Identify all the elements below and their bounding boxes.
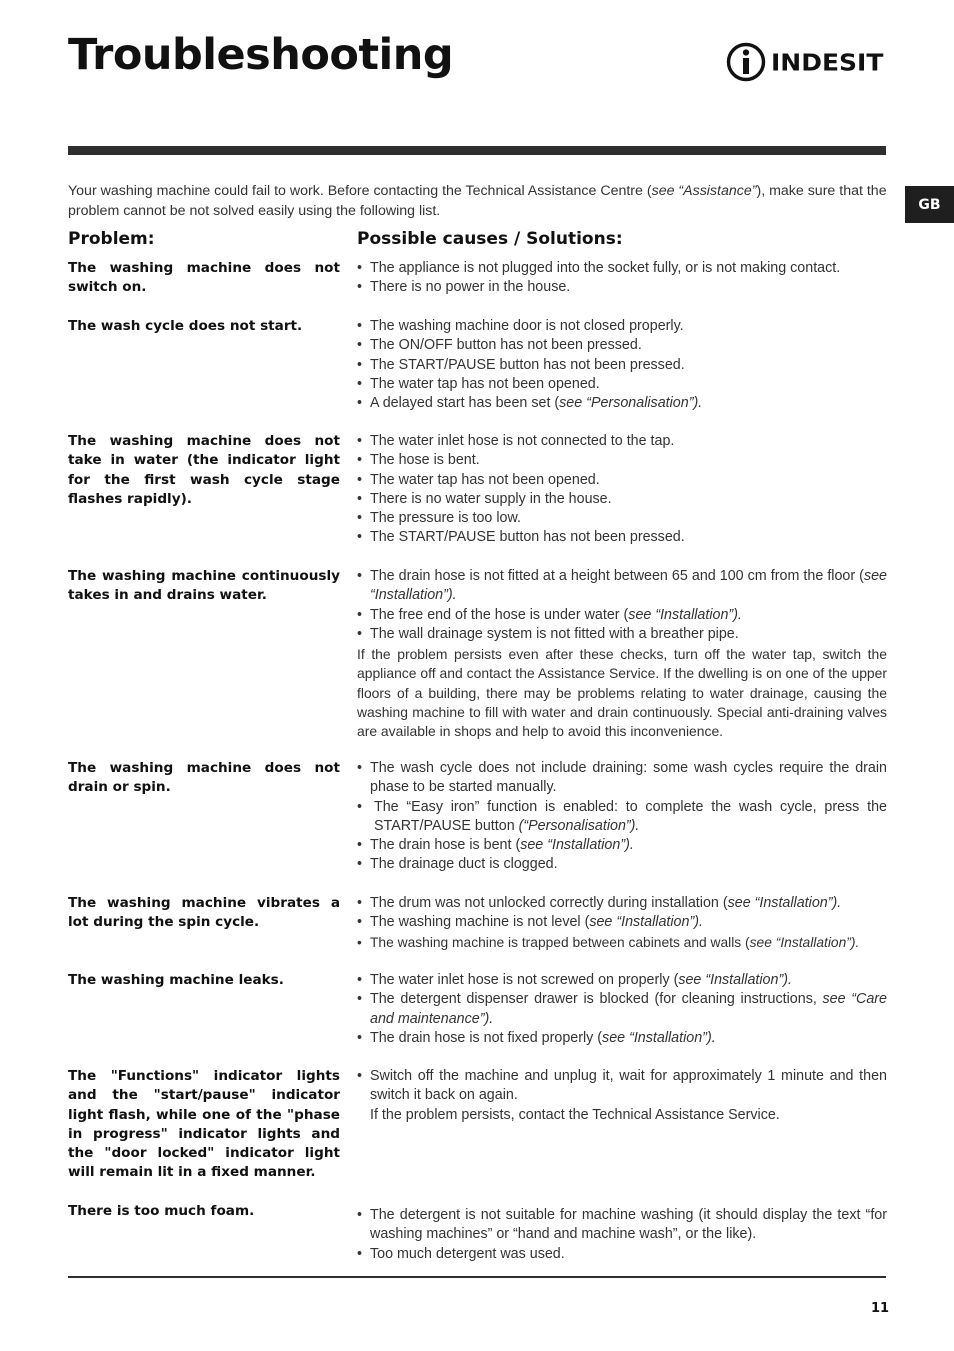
- cause-item: • The drain hose is not fitted at a height between 65 and 100 cm from the floor (see “Installation”).: [357, 568, 887, 604]
- brand-logo: [726, 40, 883, 84]
- cause-item: • The washing machine is not level (see “Installation”).: [357, 914, 703, 931]
- cause-item: • The washing machine door is not closed properly.: [357, 318, 684, 334]
- problem-item: The wash cycle does not start.: [68, 318, 303, 334]
- cause-item: • There is no power in the house.: [357, 279, 571, 296]
- cause-item: • The washing machine is trapped between cabinets and walls (see “Installation”).: [357, 934, 860, 950]
- causes-list: [357, 432, 887, 548]
- cause-item: • The drain hose is bent (see “Installation”).: [357, 837, 634, 854]
- problem-item: The "Functions" indicator lights and the "start/pause" indicator light flash, while one of the "phase in progress" indicator lights and the "door locked" indicator light will remain lit in a fixed manner.: [68, 1068, 340, 1181]
- problem-item: There is too much foam.: [68, 1203, 255, 1219]
- cause-note: If the problem persists even after these checks, turn off the water tap, switch the appliance off and contact the Assistance Service. If the dwelling is on one of the upper floors of a building, there may be problems relating to water drainage, causing the washing machine to fill with water and drain continuously. Special anti-draining valves are available in shops and help to avoid this inconvenience.: [357, 646, 887, 740]
- cause-item: • The appliance is not plugged into the socket fully, or is not making contact.: [357, 260, 841, 276]
- cause-item: • Too much detergent was used.: [357, 1245, 565, 1262]
- language-tab: GB: [905, 186, 954, 223]
- problem-item: The washing machine does not take in water (the indicator light for the first wash cycle stage flashes rapidly).: [68, 433, 340, 507]
- causes-list: [357, 759, 887, 875]
- causes-list: [357, 567, 887, 644]
- cause-item: • There is no water supply in the house.: [357, 490, 612, 507]
- cause-item: • The water tap has not been opened.: [357, 471, 600, 488]
- cause-item: • The wash cycle does not include draining: some wash cycles require the drain phase to be started manually.: [357, 760, 887, 796]
- cause-item: • The hose is bent.: [357, 452, 480, 469]
- cause-item: • The ON/OFF button has not been pressed.: [357, 337, 642, 354]
- problem-item: The washing machine does not switch on.: [68, 260, 340, 296]
- brand-logo-icon: [726, 40, 766, 84]
- cause-item: If the problem persists, contact the Technical Assistance Service.: [370, 1106, 780, 1123]
- cause-item: • The drum was not unlocked correctly during installation (see “Installation”).: [357, 895, 842, 911]
- page-title: Troubleshooting: [68, 30, 454, 80]
- cause-item: • The pressure is too low.: [357, 510, 521, 527]
- cause-item: • A delayed start has been set (see “Personalisation”).: [357, 395, 703, 412]
- causes-list: [357, 259, 887, 298]
- causes-list: [357, 1067, 887, 1125]
- causes-list: [357, 894, 887, 952]
- cause-item: • The detergent dispenser drawer is blocked (for cleaning instructions, see “Care and maintenance”).: [357, 991, 888, 1027]
- cause-item: • The drain hose is not fixed properly (see “Installation”).: [357, 1029, 716, 1046]
- footer-rule: [68, 1276, 886, 1278]
- problem-item: The washing machine does not drain or spin.: [68, 760, 340, 796]
- cause-item: • The wall drainage system is not fitted with a breather pipe.: [357, 625, 739, 642]
- cause-item: • The detergent is not suitable for machine washing (it should display the text “for washing machines” or “hand and machine wash”, or the like).: [357, 1207, 887, 1243]
- causes-list: [357, 1206, 887, 1264]
- cause-item: • The START/PAUSE button has not been pressed.: [357, 529, 685, 546]
- cause-item: • Switch off the machine and unplug it, wait for approximately 1 minute and then switch it back on again.: [357, 1068, 887, 1104]
- cause-item: • The drainage duct is clogged.: [357, 856, 558, 873]
- cause-item: • The START/PAUSE button has not been pressed.: [357, 356, 685, 373]
- problem-item: The washing machine vibrates a lot during the spin cycle.: [68, 895, 340, 931]
- cause-item: • The “Easy iron” function is enabled: to complete the wash cycle, press the START/PAUSE button (“Personalisation”).: [357, 798, 887, 834]
- intro-text: Your washing machine could fail to work. Before contacting the Technical Assistance Centre (see “Assistance”), make sure that the problem cannot be not solved easily using the following list.: [68, 183, 887, 219]
- cause-item: • The water tap has not been opened.: [357, 375, 600, 392]
- cause-item: • The water inlet hose is not screwed on properly (see “Installation”).: [357, 972, 792, 988]
- page-number: 11: [871, 1301, 890, 1316]
- problem-column-header: Problem:: [68, 229, 155, 249]
- problem-item: The washing machine leaks.: [68, 972, 284, 988]
- cause-item: • The water inlet hose is not connected to the tap.: [357, 433, 675, 449]
- problem-item: The washing machine continuously takes in and drains water.: [68, 568, 340, 604]
- causes-list: [357, 971, 887, 1048]
- causes-list: [357, 317, 887, 413]
- causes-column-header: Possible causes / Solutions:: [357, 229, 623, 249]
- cause-item: • The free end of the hose is under water (see “Installation”).: [357, 606, 742, 623]
- brand-wordmark: INDESIT: [771, 48, 884, 76]
- header-rule: [68, 146, 886, 155]
